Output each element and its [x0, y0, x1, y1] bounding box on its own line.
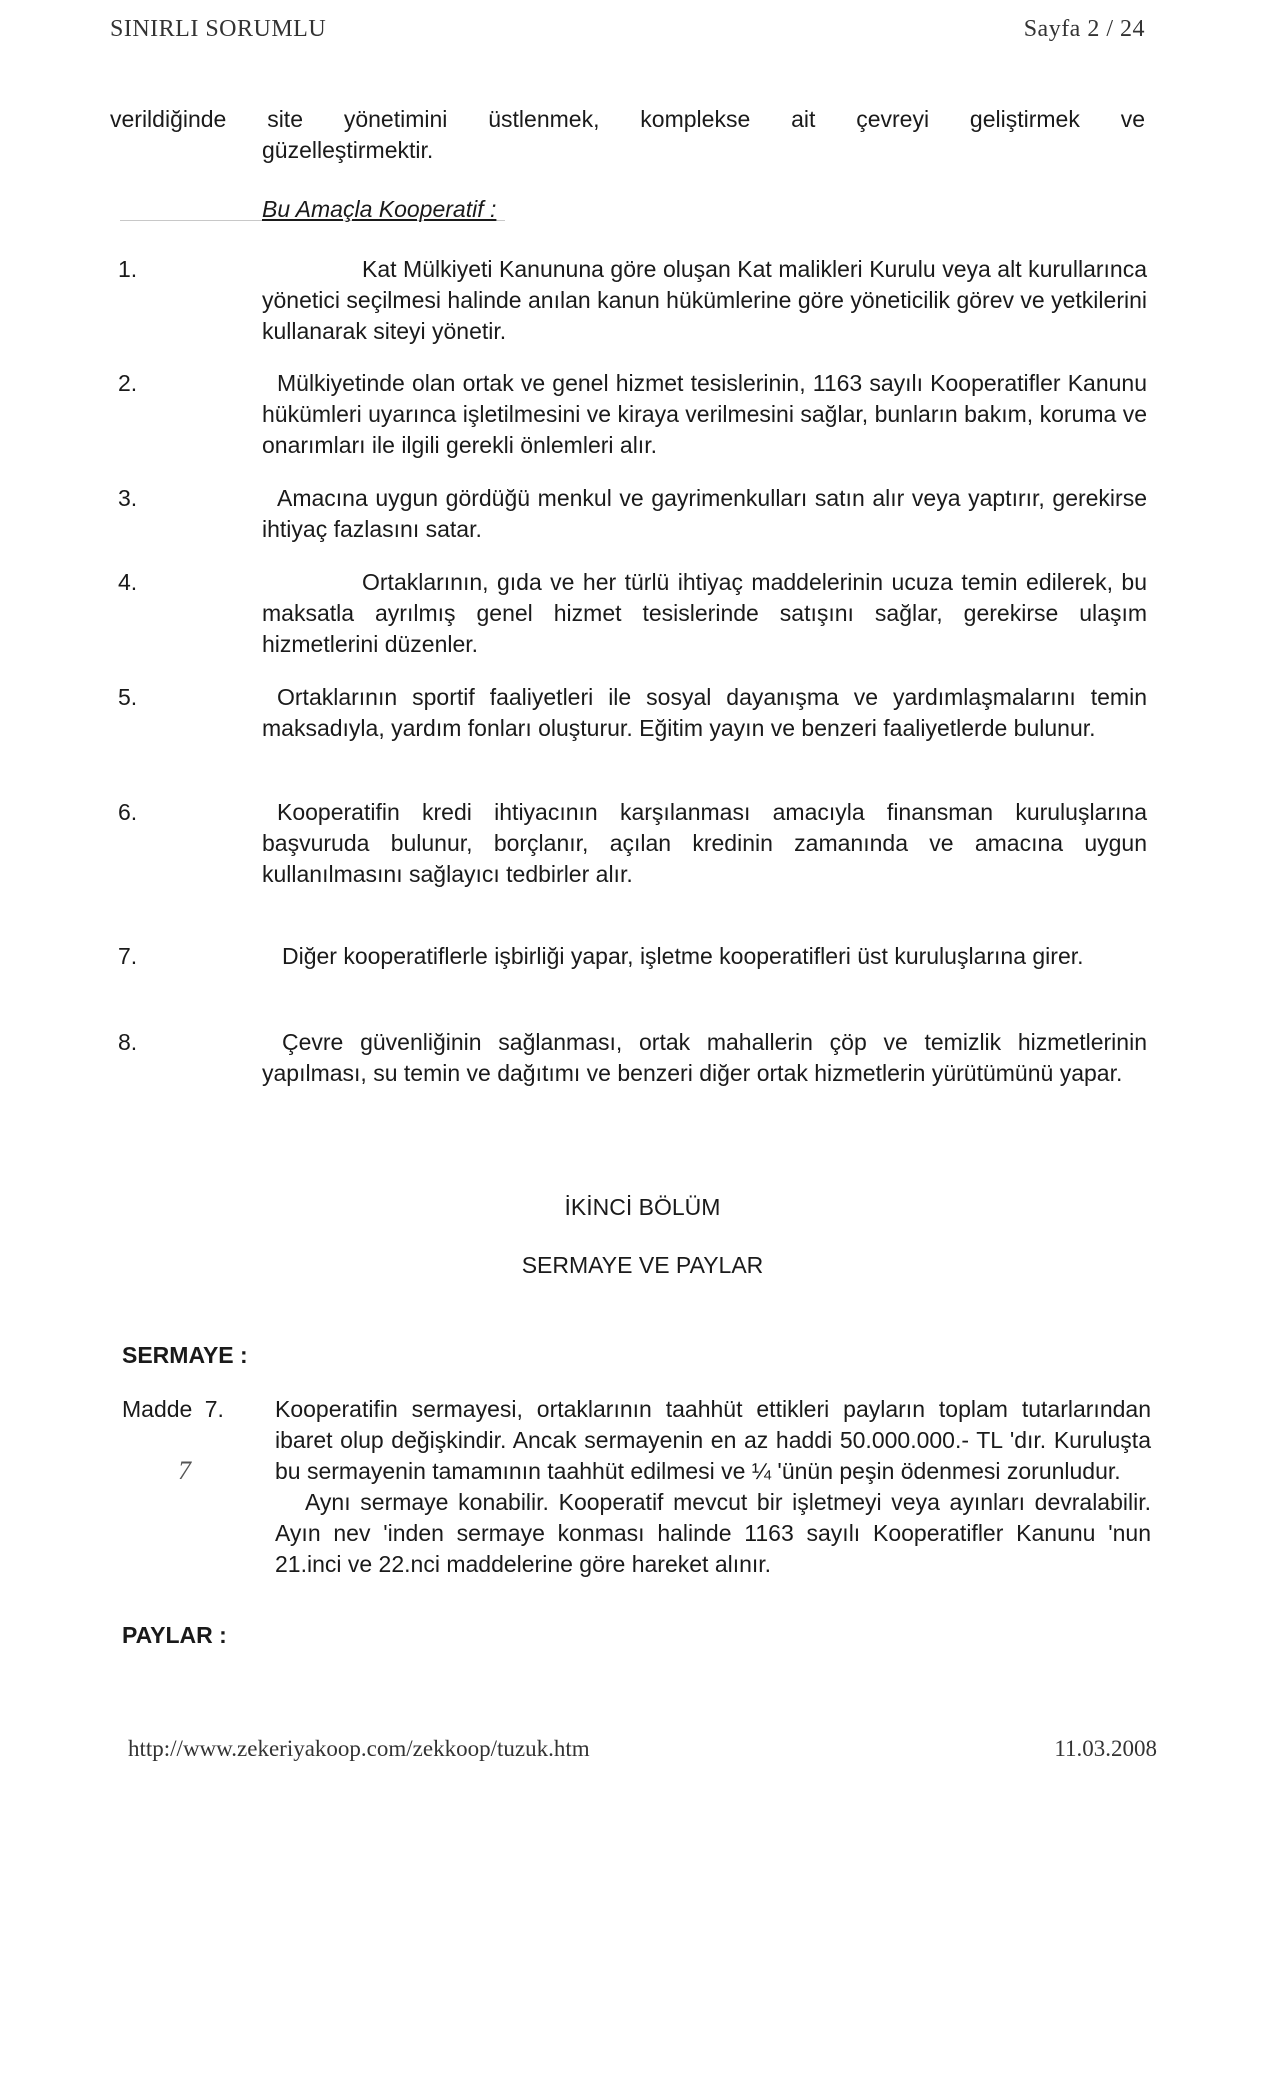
item-number-5: 5. — [118, 684, 138, 710]
item-text-3: Amacına uygun gördüğü menkul ve gayrimenkulları satın alır veya yaptırır, gerekirse ihtiyaç fazlasını satar. — [262, 485, 1147, 542]
sermaye-label: SERMAYE : — [122, 1342, 248, 1368]
item-number-8: 8. — [118, 1029, 138, 1055]
item-number-7: 7. — [118, 943, 138, 969]
section-heading: SERMAYE VE PAYLAR — [521, 1252, 764, 1278]
paylar-label: PAYLAR : — [122, 1622, 227, 1648]
chapter-heading: İKİNCİ BÖLÜM — [564, 1194, 721, 1220]
item-text-4: Ortaklarının, gıda ve her türlü ihtiyaç maddelerinin ucuza temin edilerek, bu maksatla ayrılmış genel hizmet tesislerinde satışını sağlar, gerekirse ulaşım hizmetlerini düzenler. — [262, 569, 1147, 657]
item-number-2: 2. — [118, 370, 138, 396]
footer-date: 11.03.2008 — [1054, 1736, 1157, 1761]
item-text-6: Kooperatifin kredi ihtiyacının karşılanması amacıyla finansman kuruluşlarına başvuruda bulunur, borçlanır, açılan kredinin zamanında ve amacına uygun kullanılmasını sağlayıcı tedbirler alır. — [262, 799, 1147, 887]
footer-url: http://www.zekeriyakoop.com/zekkoop/tuzuk.htm — [128, 1736, 590, 1761]
madde-7-paragraph-1: Kooperatifin sermayesi, ortaklarının taahhüt ettikleri payların toplam tutarlarından ibaret olup değişkindir. Ancak sermayenin en az haddi 50.000.000.- TL 'dır. Kuruluşta bu sermayenin tamamının taahhüt edilmesi ve ¼ 'ünün peşin ödenmesi zorunludur. — [275, 1396, 1151, 1484]
intro-line-2: güzelleştirmektir. — [262, 137, 434, 163]
item-number-6: 6. — [118, 799, 138, 825]
intro-line-1: verildiğinde site yönetimini üstlenmek, komplekse ait çevreyi geliştirmek ve — [110, 106, 1145, 132]
item-number-1: 1. — [118, 256, 138, 282]
item-text-8: Çevre güvenliğinin sağlanması, ortak mahallerin çöp ve temizlik hizmetlerinin yapılması, su temin ve dağıtımı ve benzeri diğer ortak hizmetlerin yürütümünü yapar. — [262, 1029, 1147, 1086]
page-number: Sayfa 2 / 24 — [1023, 16, 1145, 42]
item-text-5: Ortaklarının sportif faaliyetleri ile sosyal dayanışma ve yardımlaşmalarını temin maksadıyla, yardım fonları oluşturur. Eğitim yayın ve benzeri faaliyetlerde bulunur. — [262, 684, 1147, 741]
madde-7-body — [275, 1394, 1151, 1580]
item-text-1: Kat Mülkiyeti Kanununa göre oluşan Kat malikleri Kurulu veya alt kurullarınca yönetici seçilmesi halinde anılan kanun hükümlerine göre yöneticilik görev ve yetkilerini kullanarak siteyi yönetir. — [262, 256, 1147, 344]
item-number-3: 3. — [118, 485, 138, 511]
purpose-heading: Bu Amaçla Kooperatif : — [262, 196, 497, 222]
handwritten-mark: 7 — [178, 1456, 191, 1485]
item-text-2: Mülkiyetinde olan ortak ve genel hizmet tesislerinin, 1163 sayılı Kooperatifler Kanunu hükümleri uyarınca işletilmesini ve kiraya verilmesini sağlar, bunların bakım, koruma ve onarımları ile ilgili gerekli önlemleri alır. — [262, 370, 1147, 458]
item-number-4: 4. — [118, 569, 138, 595]
item-text-7: Diğer kooperatiflerle işbirliği yapar, işletme kooperatifleri üst kuruluşlarına girer. — [282, 943, 1084, 969]
madde-label: Madde 7. — [122, 1396, 224, 1422]
header-left-title: SINIRLI SORUMLU — [110, 16, 327, 42]
madde-7-paragraph-2: Aynı sermaye konabilir. Kooperatif mevcut bir işletmeyi veya ayınları devralabilir. Ayın nev 'inden sermaye konması halinde 1163 sayılı Kooperatifler Kanunu 'nun 21.inci ve 22.nci maddelerine göre hareket alınır. — [275, 1489, 1151, 1577]
